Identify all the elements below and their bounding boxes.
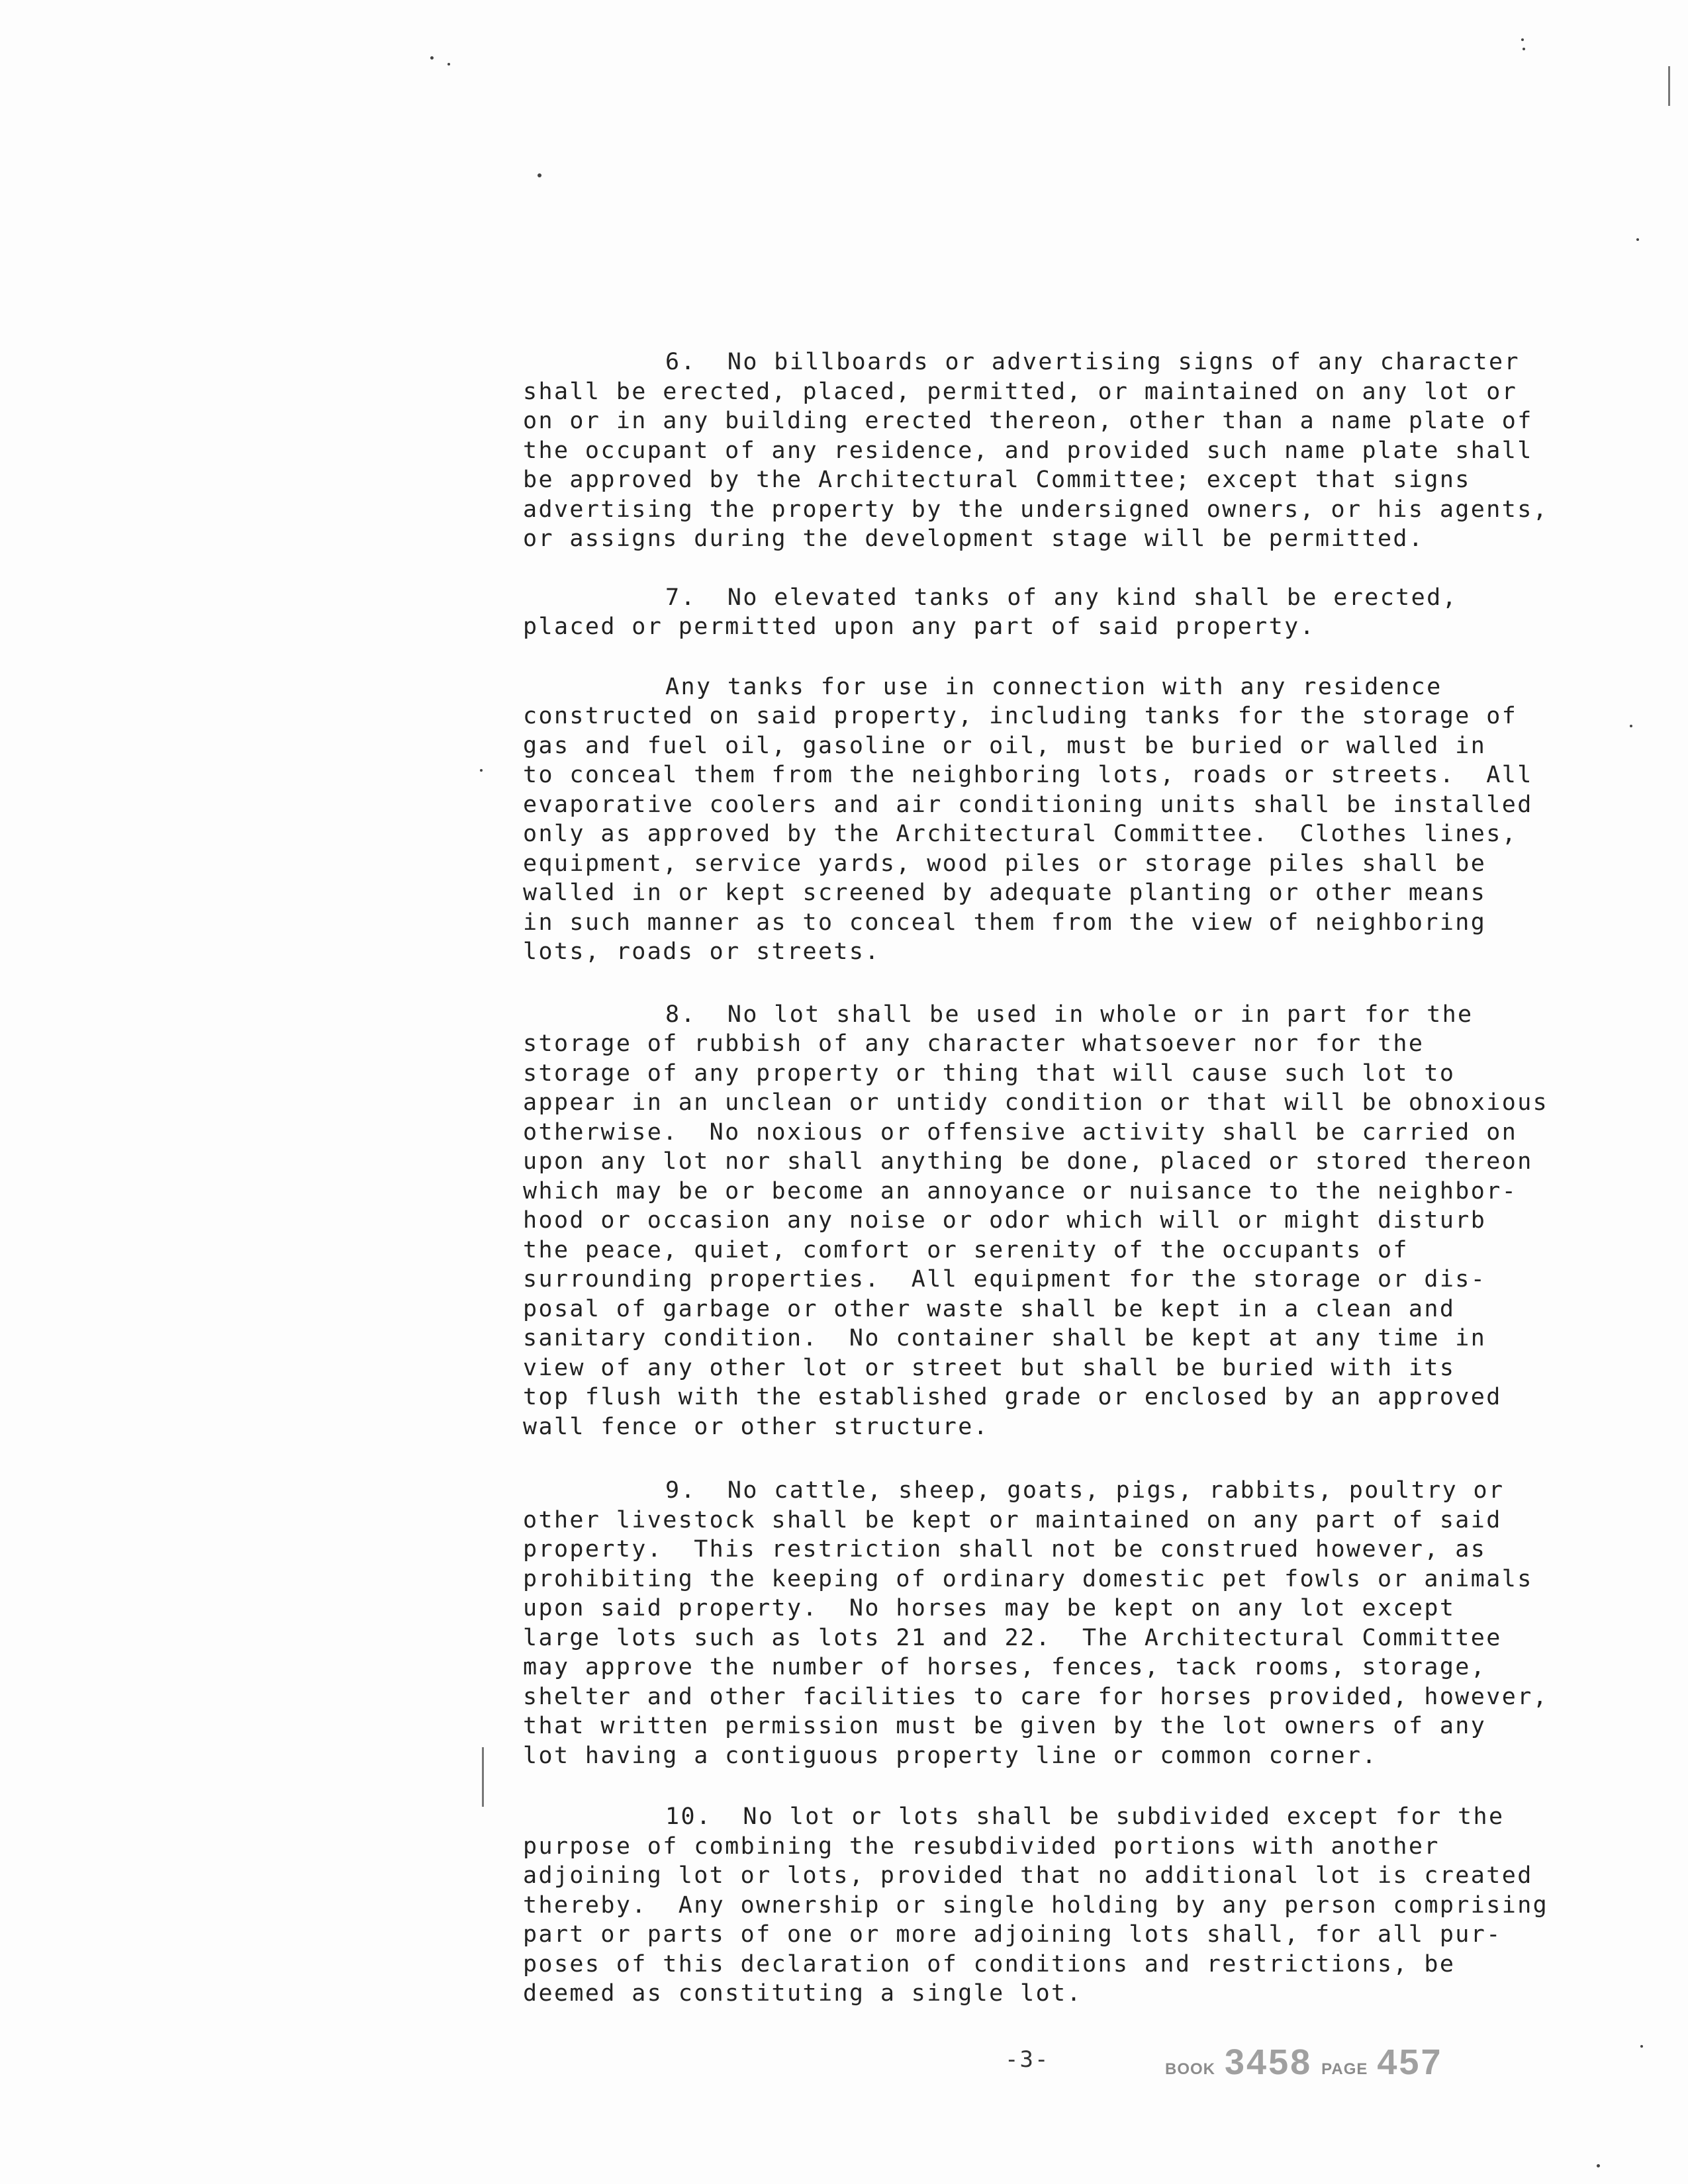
- text-line: equipment, service yards, wood piles or storage piles shall be: [523, 850, 1487, 877]
- text-line: shelter and other facilities to care for horses provided, however,: [523, 1683, 1549, 1710]
- text-line: the occupant of any residence, and provided such name plate shall: [523, 437, 1533, 464]
- text-line: purpose of combining the resubdivided portions with another: [523, 1833, 1440, 1860]
- text-line: 8. No lot shall be used in whole or in part for the: [665, 1001, 1474, 1028]
- page-number: -3-: [1005, 2046, 1050, 2073]
- stamp-book-number: 3458: [1225, 2042, 1313, 2082]
- text-line: walled in or kept screened by adequate planting or other means: [523, 880, 1487, 906]
- text-line: Any tanks for use in connection with any residence: [665, 673, 1442, 700]
- text-line: other livestock shall be kept or maintained on any part of said: [523, 1506, 1502, 1533]
- recording-stamp: [1165, 2042, 1442, 2083]
- text-line: that written permission must be given by the lot owners of any: [523, 1713, 1487, 1739]
- text-line: adjoining lot or lots, provided that no additional lot is created: [523, 1862, 1533, 1889]
- text-line: thereby. Any ownership or single holding by any person comprising: [523, 1891, 1549, 1919]
- document-body: [523, 347, 1615, 2009]
- scan-speck: [1523, 48, 1525, 50]
- text-line: otherwise. No noxious or offensive activity shall be carried on: [523, 1118, 1518, 1146]
- scan-speck: [447, 63, 450, 66]
- text-line: 9. No cattle, sheep, goats, pigs, rabbits, poultry or: [665, 1477, 1505, 1504]
- text-line: or assigns during the development stage will be permitted.: [523, 525, 1425, 552]
- text-line: 7. No elevated tanks of any kind shall be erected,: [665, 584, 1458, 611]
- text-line: only as approved by the Architectural Committee. Clothes lines,: [523, 821, 1518, 847]
- text-line: large lots such as lots 21 and 22. The Architectural Committee: [523, 1624, 1502, 1651]
- text-line: wall fence or other structure.: [523, 1413, 990, 1440]
- text-line: surrounding properties. All equipment for the storage or dis-: [523, 1266, 1487, 1293]
- text-line: shall be erected, placed, permitted, or maintained on any lot or: [523, 378, 1518, 405]
- text-line: lots, roads or streets.: [523, 938, 880, 965]
- paragraph-9: [523, 1476, 1615, 1770]
- text-line: view of any other lot or street but shall be buried with its: [523, 1354, 1456, 1381]
- scan-speck: [1597, 2164, 1600, 2167]
- text-line: advertising the property by the undersigned owners, or his agents,: [523, 496, 1549, 523]
- paragraph-7: [523, 583, 1615, 642]
- scan-speck: [1521, 38, 1524, 41]
- paragraph-8: [523, 1000, 1615, 1442]
- text-line: may approve the number of horses, fences, tack rooms, storage,: [523, 1654, 1487, 1680]
- scan-speck: [1630, 725, 1632, 727]
- paragraph-10: [523, 1802, 1615, 2009]
- text-line: lot having a contiguous property line or common corner.: [523, 1742, 1378, 1769]
- text-line: constructed on said property, including tanks for the storage of: [523, 703, 1518, 729]
- margin-mark: [482, 1747, 484, 1807]
- text-line: deemed as constituting a single lot.: [523, 1980, 1082, 2007]
- text-line: evaporative coolers and air conditioning units shall be installed: [523, 791, 1533, 818]
- margin-mark: [1668, 66, 1670, 106]
- scan-speck: [1640, 2045, 1643, 2048]
- text-line: storage of rubbish of any character whatsoever nor for the: [523, 1030, 1425, 1057]
- text-line: storage of any property or thing that will cause such lot to: [523, 1060, 1456, 1087]
- text-line: in such manner as to conceal them from the view of neighboring: [523, 909, 1487, 936]
- text-line: appear in an unclean or untidy condition or that will be obnoxious: [523, 1089, 1549, 1116]
- scan-speck: [430, 56, 434, 60]
- text-line: poses of this declaration of conditions and restrictions, be: [523, 1950, 1456, 1978]
- scan-speck: [538, 173, 541, 177]
- text-line: upon any lot nor shall anything be done, placed or stored thereon: [523, 1148, 1533, 1175]
- text-line: on or in any building erected thereon, other than a name plate of: [523, 408, 1533, 434]
- stamp-page-number: 457: [1377, 2042, 1443, 2082]
- text-line: placed or permitted upon any part of said property.: [523, 614, 1316, 640]
- text-line: sanitary condition. No container shall be kept at any time in: [523, 1325, 1487, 1351]
- text-line: the peace, quiet, comfort or serenity of the occupants of: [523, 1236, 1409, 1263]
- text-line: top flush with the established grade or enclosed by an approved: [523, 1384, 1502, 1410]
- stamp-book-label: BOOK: [1165, 2060, 1215, 2078]
- text-line: be approved by the Architectural Committee; except that signs: [523, 467, 1471, 493]
- scan-speck: [480, 769, 483, 772]
- text-line: 6. No billboards or advertising signs of any character: [665, 349, 1520, 375]
- text-line: to conceal them from the neighboring lots, roads or streets. All: [523, 762, 1533, 788]
- text-line: property. This restriction shall not be construed however, as: [523, 1536, 1487, 1563]
- text-line: prohibiting the keeping of ordinary domestic pet fowls or animals: [523, 1565, 1533, 1592]
- text-line: hood or occasion any noise or odor which will or might disturb: [523, 1207, 1487, 1234]
- text-line: 10. No lot or lots shall be subdivided except for the: [665, 1803, 1505, 1830]
- scan-speck: [1636, 238, 1639, 241]
- paragraph-7-continued: [523, 672, 1615, 967]
- text-line: part or parts of one or more adjoining lots shall, for all pur-: [523, 1921, 1502, 1948]
- stamp-page-label: PAGE: [1321, 2060, 1368, 2078]
- text-line: posal of garbage or other waste shall be kept in a clean and: [523, 1295, 1456, 1322]
- text-line: which may be or become an annoyance or nuisance to the neighbor-: [523, 1177, 1518, 1205]
- text-line: gas and fuel oil, gasoline or oil, must be buried or walled in: [523, 732, 1487, 759]
- text-line: upon said property. No horses may be kept on any lot except: [523, 1595, 1456, 1621]
- paragraph-6: [523, 347, 1615, 554]
